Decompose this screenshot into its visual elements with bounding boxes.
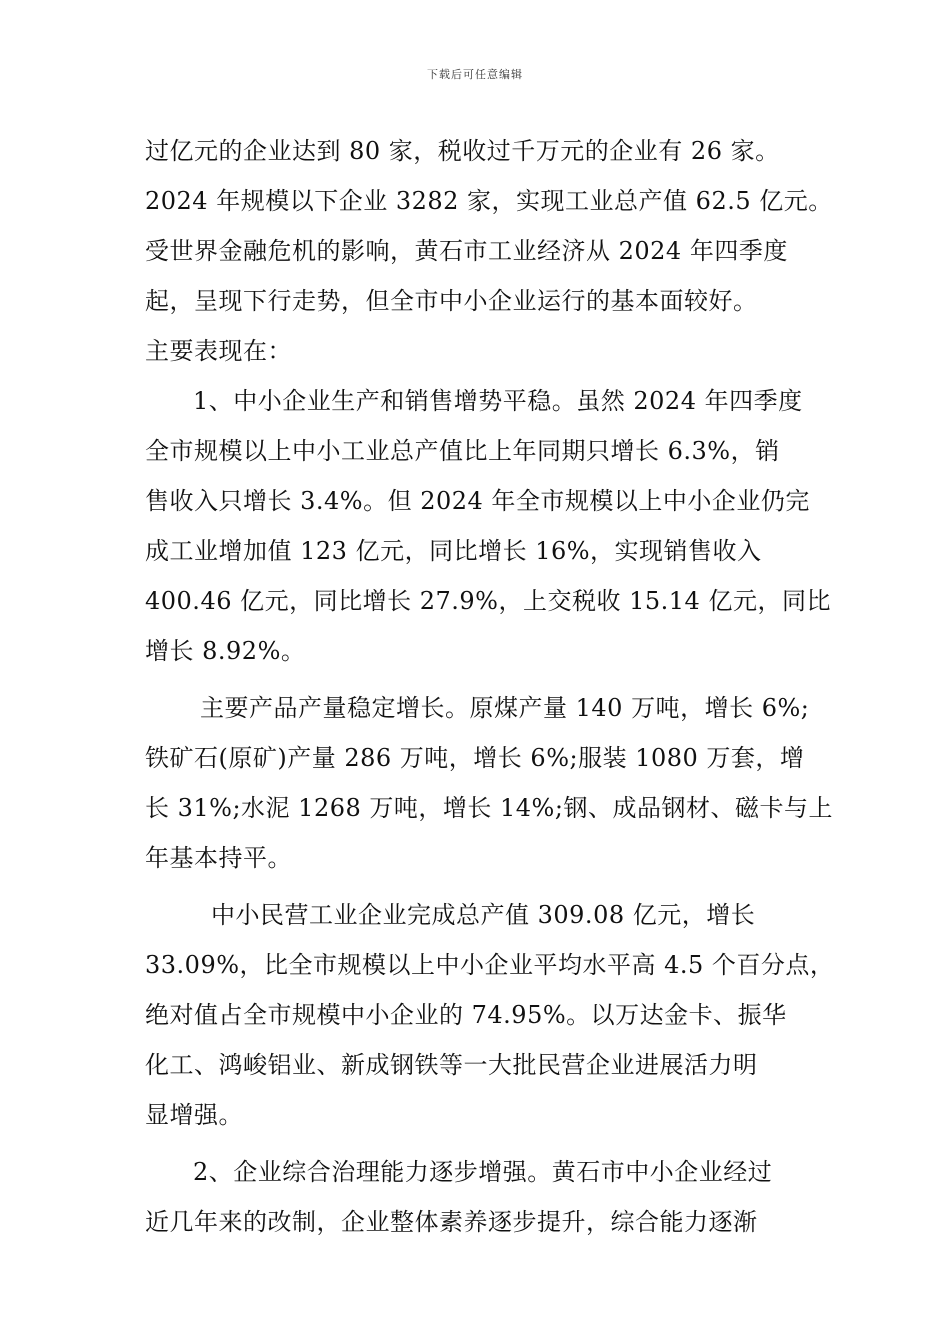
text-line: 1、中小企业生产和销售增势平稳。虽然 2024 年四季度 (193, 387, 803, 415)
text-line: 售收入只增长 3.4%。但 2024 年全市规模以上中小企业仍完 (145, 487, 810, 515)
text-line: 中小民营工业企业完成总产值 309.08 亿元，增长 (211, 901, 756, 929)
text-line: 年基本持平。 (145, 844, 292, 872)
text-line: 显增强。 (145, 1101, 243, 1129)
text-line: 400.46 亿元，同比增长 27.9%，上交税收 15.14 亿元，同比 (145, 587, 831, 615)
text-line: 成工业增加值 123 亿元，同比增长 16%，实现销售收入 (145, 537, 762, 565)
text-line: 长 31%;水泥 1268 万吨，增长 14%;钢、成品钢材、磁卡与上 (145, 794, 833, 822)
text-line: 33.09%，比全市规模以上中小企业平均水平高 4.5 个百分点， (145, 951, 835, 979)
text-line: 受世界金融危机的影响，黄石市工业经济从 2024 年四季度 (145, 237, 788, 265)
text-line: 2024 年规模以下企业 3282 家，实现工业总产值 62.5 亿元。 (145, 187, 833, 215)
text-line: 过亿元的企业达到 80 家，税收过千万元的企业有 26 家。 (145, 137, 780, 165)
document-body (145, 126, 835, 1247)
text-line: 增长 8.92%。 (145, 637, 306, 665)
text-line: 主要表现在： (145, 337, 292, 365)
text-line: 铁矿石(原矿)产量 286 万吨，增长 6%;服装 1080 万套，增 (145, 744, 805, 772)
page-header-note: 下载后可任意编辑 (427, 68, 523, 81)
text-line: 起，呈现下行走势，但全市中小企业运行的基本面较好。 (145, 287, 758, 315)
text-line: 近几年来的改制，企业整体素养逐步提升，综合能力逐渐 (145, 1208, 758, 1236)
text-line: 2、企业综合治理能力逐步增强。黄石市中小企业经过 (193, 1158, 773, 1186)
text-line: 主要产品产量稳定增长。原煤产量 140 万吨，增长 6%; (200, 694, 810, 722)
text-line: 化工、鸿峻铝业、新成钢铁等一大批民营企业进展活力明 (145, 1051, 758, 1079)
text-line: 全市规模以上中小工业总产值比上年同期只增长 6.3%，销 (145, 437, 780, 465)
text-line: 绝对值占全市规模中小企业的 74.95%。以万达金卡、振华 (145, 1001, 787, 1029)
